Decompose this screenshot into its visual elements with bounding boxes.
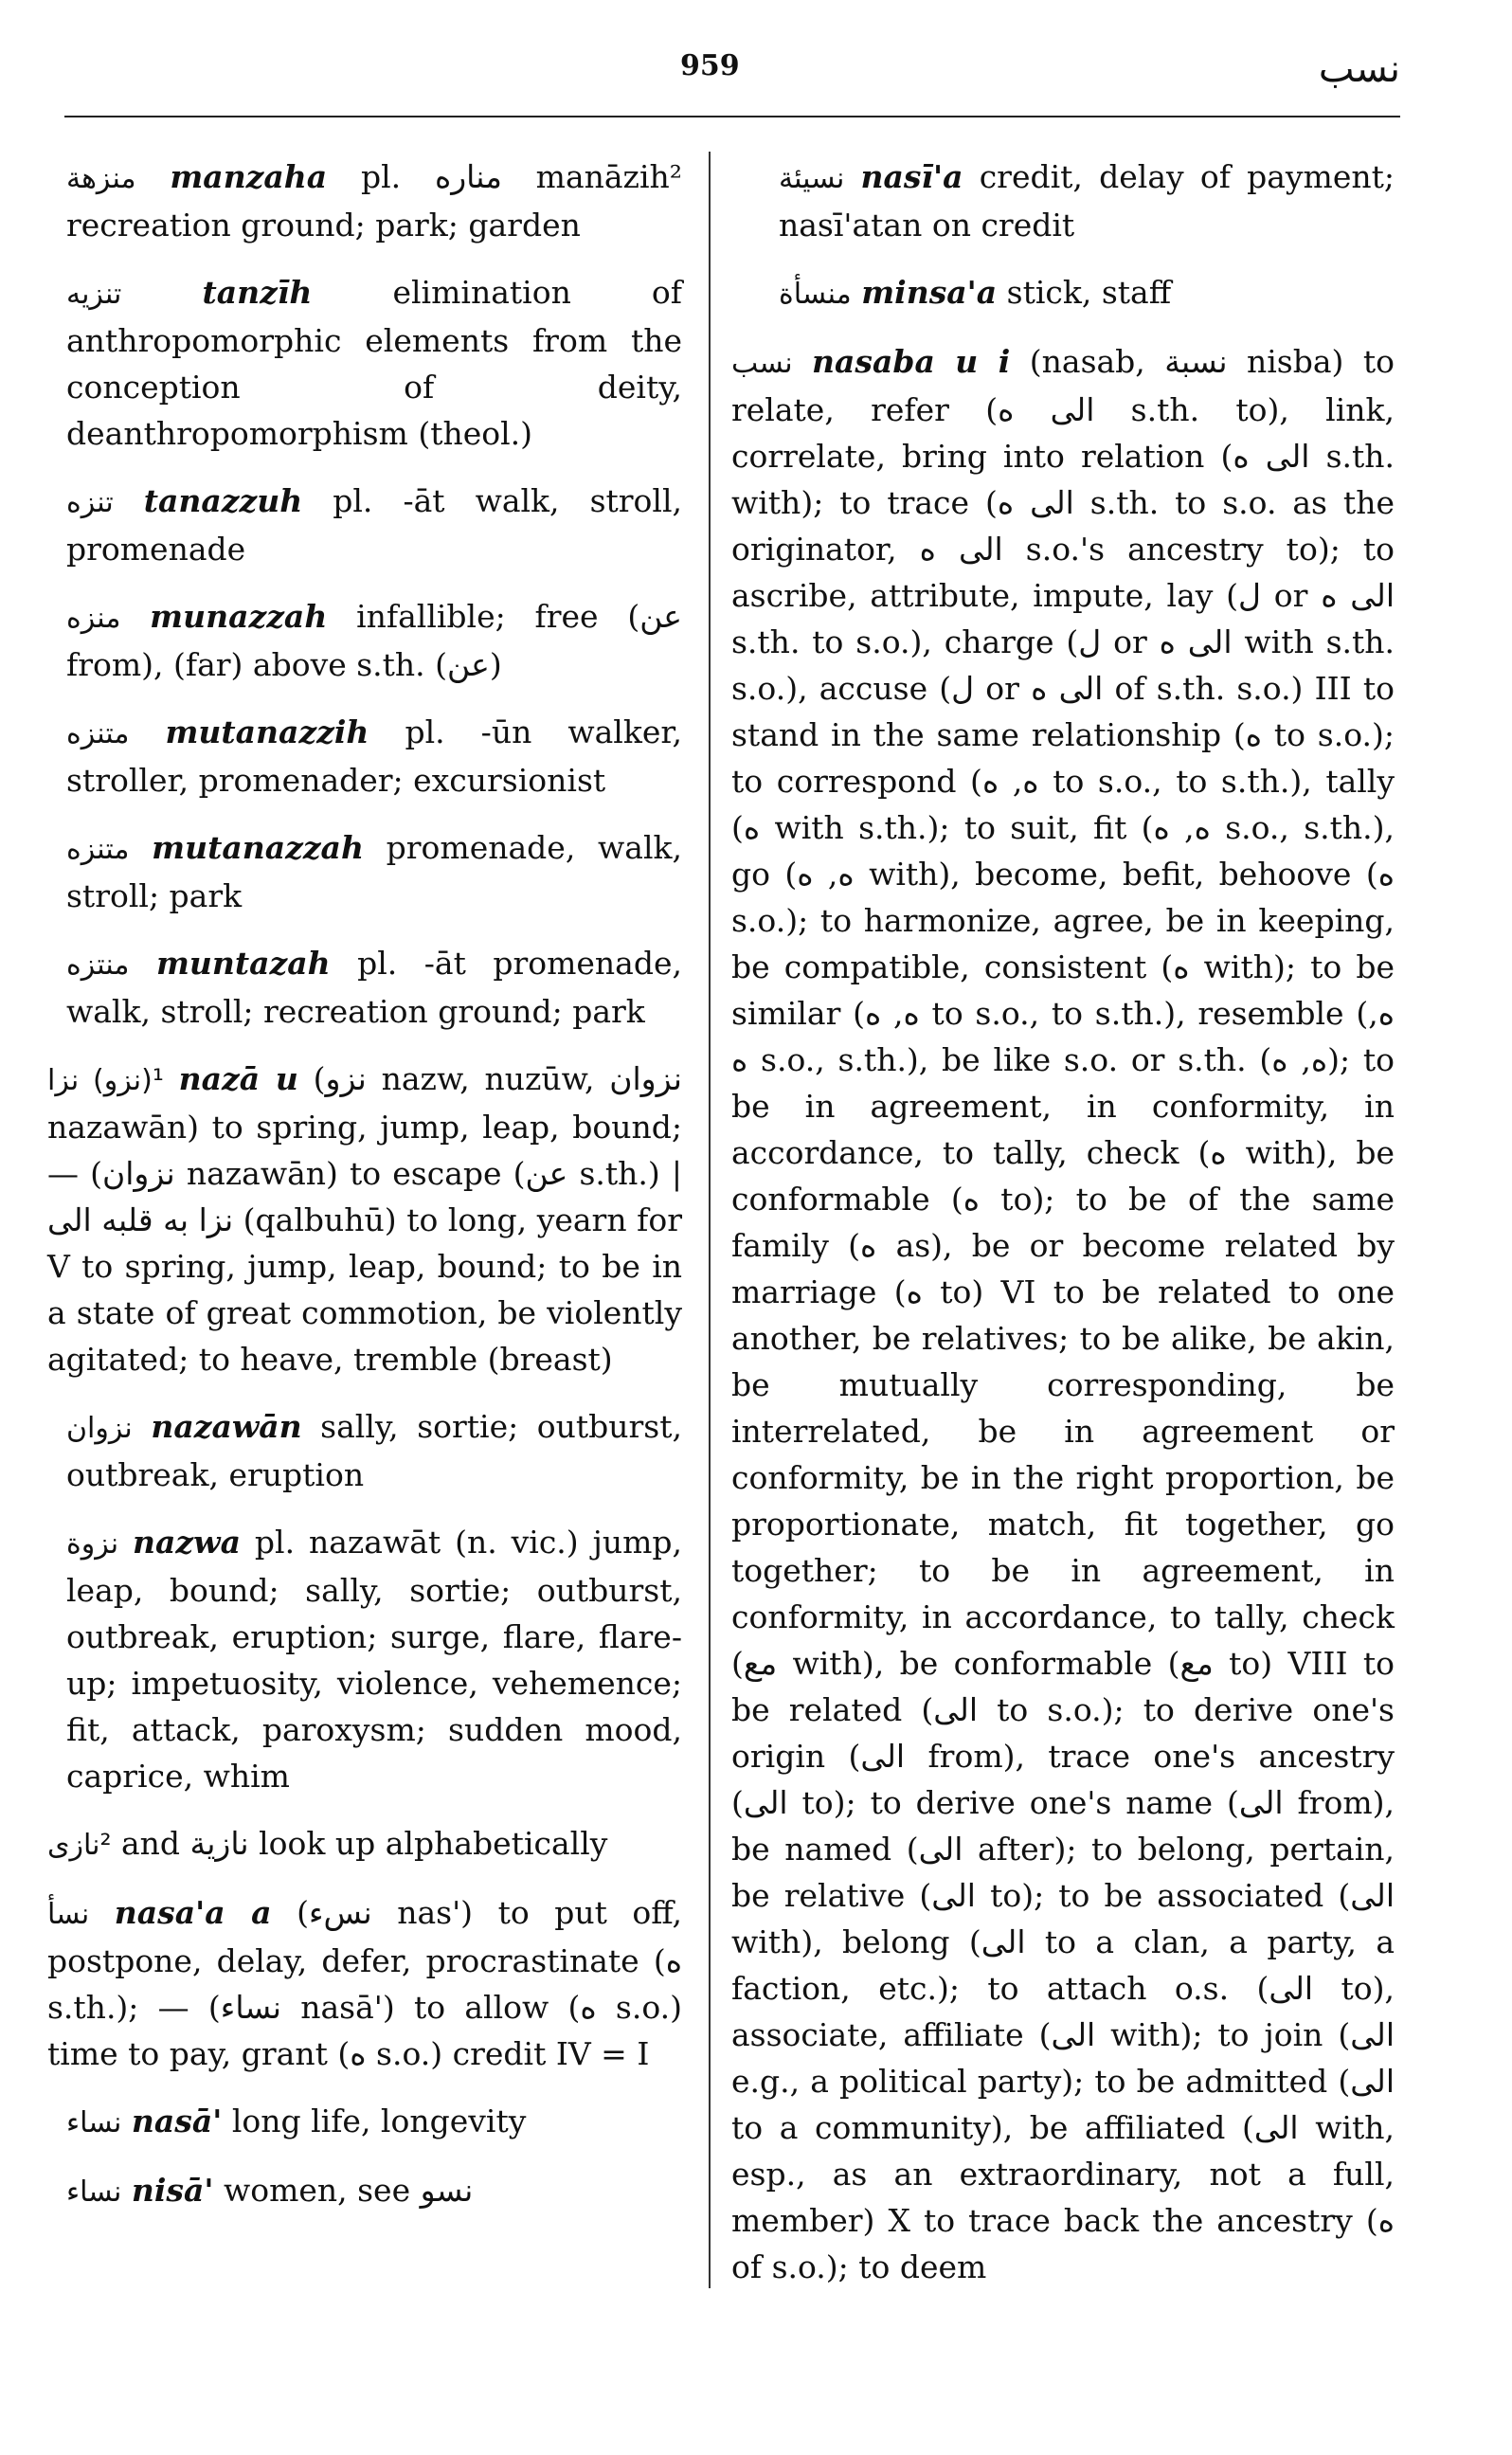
arabic-headword: نساء xyxy=(66,2175,122,2209)
definition: infallible; free (عن from), (far) above s.th. (عن) xyxy=(66,598,682,683)
dictionary-entry xyxy=(66,2098,682,2146)
arabic-headword: ¹(نزو) نزا xyxy=(47,1064,164,1097)
transliteration: mutanazzih xyxy=(165,713,369,750)
dictionary-entry xyxy=(66,824,682,919)
arabic-headword: تنزيه xyxy=(66,278,122,311)
transliteration: tanzīh xyxy=(202,274,313,311)
transliteration: muntazah xyxy=(155,945,331,982)
arabic-headword: نسب xyxy=(731,347,793,380)
transliteration: nisā' xyxy=(131,2172,214,2209)
root-entry xyxy=(731,338,1395,2290)
definition: pl. مناره manāzih² recreation ground; park; garden xyxy=(66,158,682,244)
arabic-headword: متنزه xyxy=(66,717,130,750)
transliteration: tanazzuh xyxy=(143,482,303,519)
transliteration: nasaba u i xyxy=(812,343,1011,380)
arabic-headword: منزه xyxy=(66,602,121,635)
definition: promenade, walk, stroll; park xyxy=(66,829,682,914)
transliteration: mutanazzah xyxy=(152,829,364,866)
arabic-headword: متنزه xyxy=(66,833,130,866)
definition: pl. -āt walk, stroll, promenade xyxy=(66,482,683,568)
dictionary-entry xyxy=(66,940,682,1035)
definition: pl. -āt promenade, walk, stroll; recreation ground; park xyxy=(66,945,682,1030)
transliteration: nazā u xyxy=(178,1060,298,1097)
header-rule xyxy=(64,116,1400,117)
definition: and نازية look up alphabetically xyxy=(121,1825,608,1862)
transliteration: nazwa xyxy=(133,1524,241,1561)
root-entry xyxy=(47,1056,682,1382)
arabic-headword: منزهة xyxy=(66,162,136,195)
definition: pl. nazawāt (n. vic.) jump, leap, bound; sally, sortie; outburst, outbreak, eruption; surge, flare, flare-up; impetuosity, violence, vehemence; fit, attack, paroxysm; sudden mood, caprice, whim xyxy=(66,1524,682,1795)
definition: sally, sortie; outburst, outbreak, eruption xyxy=(66,1408,682,1493)
definition: (نسء nas') to put off, postpone, delay, defer, procrastinate (ه s.th.); — (نساء nasā') to allow (ه s.o.) time to pay, grant (ه s.o.) credit IV = I xyxy=(47,1894,682,2072)
dictionary-entry xyxy=(779,269,1395,317)
root-entry xyxy=(47,1889,682,2077)
guide-word: نسب xyxy=(1318,47,1400,91)
arabic-headword: منتزه xyxy=(66,948,130,982)
arabic-headword: ²نازى xyxy=(47,1829,112,1862)
transliteration: nasī'a xyxy=(860,158,963,195)
dictionary-entry xyxy=(66,2167,682,2215)
left-column xyxy=(47,153,683,2236)
dictionary-entry xyxy=(66,478,682,572)
dictionary-entry xyxy=(66,593,682,688)
arabic-headword: نسيئة xyxy=(779,162,845,195)
transliteration: minsa'a xyxy=(861,274,998,311)
arabic-headword: نزوة xyxy=(66,1527,119,1561)
arabic-headword: منسأة xyxy=(779,278,852,311)
column-divider xyxy=(709,152,711,2288)
transliteration: nasa'a a xyxy=(114,1894,272,1931)
definition: elimination of anthropomorphic elements from the conception of deity, deanthropomorphism (theol.) xyxy=(66,274,682,452)
definition: (نزو nazw, nuzūw, نزوان nazawān) to spring, jump, leap, bound; — (نزوان nazawān) to escape (عن s.th.) | نزا به قلبه الى (qalbuhū) to long, yearn for V to spring, jump, leap, bound; to be in a state of great commotion, be violently agitated; to heave, tremble (breast) xyxy=(47,1060,682,1378)
right-column xyxy=(731,153,1395,2311)
transliteration: nazawān xyxy=(151,1408,302,1445)
definition: women, see نسو xyxy=(223,2172,474,2209)
definition: long life, longevity xyxy=(231,2103,527,2139)
arabic-headword: نسأ xyxy=(47,1898,90,1931)
dictionary-entry xyxy=(66,1519,682,1799)
page-number: 959 xyxy=(680,49,740,82)
arabic-headword: نزوان xyxy=(66,1412,133,1445)
dictionary-entry xyxy=(66,269,682,457)
dictionary-entry xyxy=(66,153,682,248)
root-entry xyxy=(47,1820,682,1868)
page-header xyxy=(64,47,1400,114)
dictionary-entry xyxy=(66,1403,682,1498)
transliteration: manzaha xyxy=(170,158,328,195)
definition: stick, staff xyxy=(1006,274,1172,311)
definition: pl. -ūn walker, stroller, promenader; excursionist xyxy=(66,713,682,799)
arabic-headword: نساء xyxy=(66,2106,122,2139)
definition: credit, delay of payment; nasī'atan on credit xyxy=(779,158,1395,244)
transliteration: munazzah xyxy=(150,598,328,635)
dictionary-entry xyxy=(66,709,682,803)
dictionary-entry xyxy=(779,153,1395,248)
transliteration: nasā' xyxy=(131,2103,223,2139)
definition: (nasab, نسبة nisba) to relate, refer (الى ه s.th. to), link, correlate, bring into relation (الى ه s.th. with); to trace (الى ه s.th. to s.o. as the originator, الى ه s.o.'s ancestry to); to ascribe, attribute, impute, lay (ل or الى ه s.th. to s.o.), charge (ل or الى ه with s.th. s.o.), accuse (ل or الى ه of s.th. s.o.) III to stand in the same relationship (ه to s.o.); to correspond (ه, ه to s.o., to s.th.), tally (ه with s.th.); to suit, fit (ه, ه s.o., s.th.), go (ه, ه with), become, befit, behoove (ه s.o.); to harmonize, agree, be in keeping, be compatible, consistent (ه with); to be similar (ه, ه to s.o., to s.th.), resemble (ه, ه s.o., s.th.), be like s.o. or s.th. (ه, ه); to be in agreement, in conformity, in accordance, to tally, check (ه with), be conformable (ه to); to be of the same family (ه as), be or become related by marriage (ه to) VI to be related to one another, be relatives; to be alike, be akin, be mutually corresponding, be interrelated, be in agreement or conformity, be in the right proportion, be proportionate, match, fit together, go together; to be in agreement, in conformity, in accordance, to tally, check (مع with), be conformable (مع to) VIII to be related (الى to s.o.); to derive one's origin (الى from), trace one's ancestry (الى to); to derive one's name (الى from), be named (الى after); to belong, pertain, be relative (الى to); to be associated (الى with), belong (الى to a clan, a party, a faction, etc.); to attach o.s. (الى to), associate, affiliate (الى with); to join (الى e.g., a political party); to be admitted (الى to a community), be affiliated (الى with, esp., as an extraordinary, not a full, member) X to trace back the ancestry (ه of s.o.); to deem xyxy=(731,343,1395,2285)
arabic-headword: تنزه xyxy=(66,486,114,519)
